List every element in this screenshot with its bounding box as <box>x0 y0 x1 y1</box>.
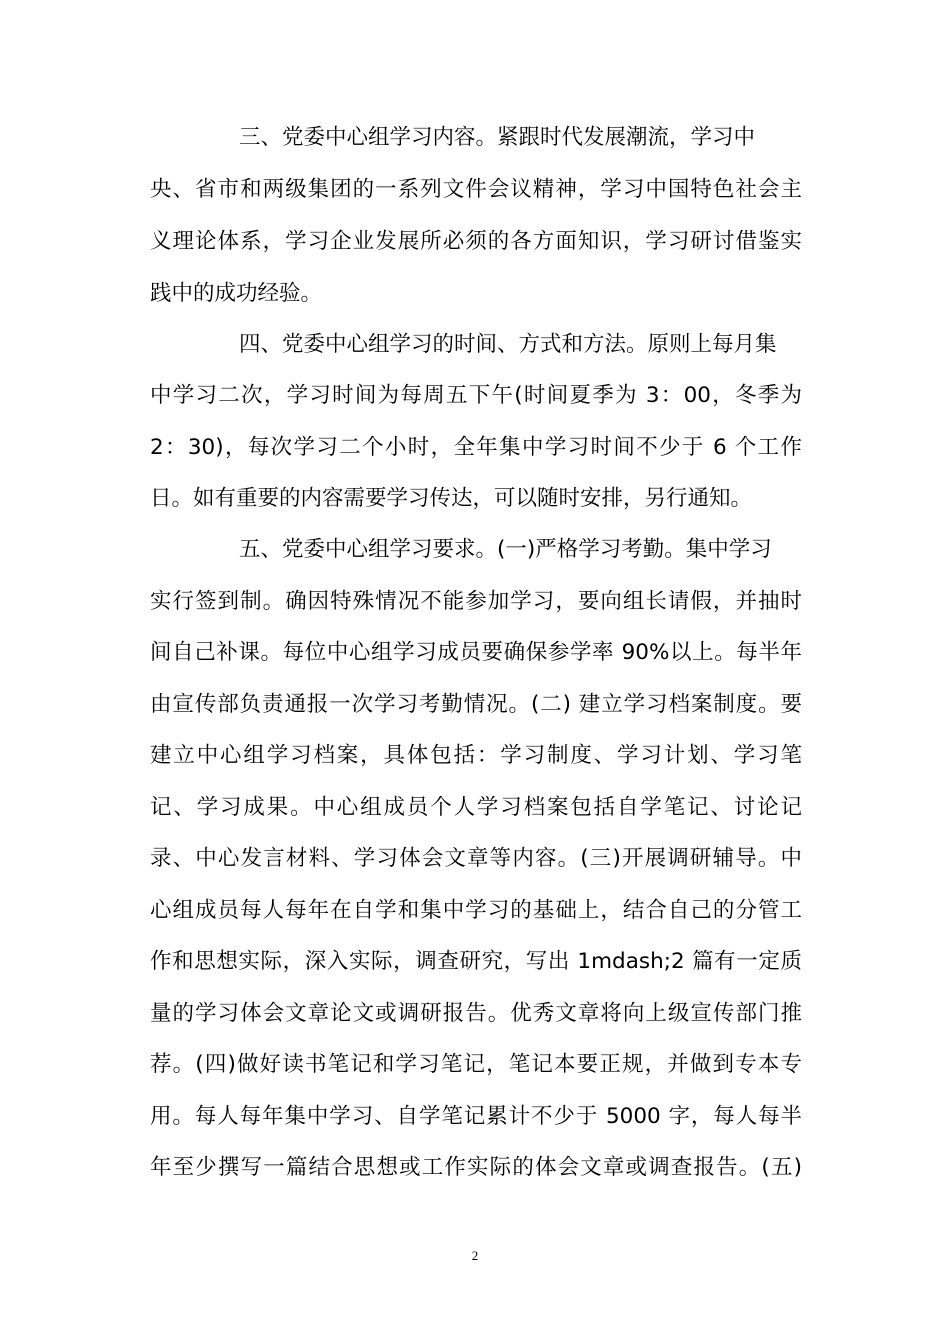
page-number: 2 <box>471 1248 479 1263</box>
paragraph-3-line-12: 用。每人每年集中学习、自学笔记累计不少于 5000 字，每人每半 <box>150 1104 802 1129</box>
paragraph-3-line-5: 建立中心组学习档案，具体包括：学习制度、学习计划、学习笔 <box>150 743 802 768</box>
paragraph-3-line-11: 荐。(四)做好读书笔记和学习笔记，笔记本要正规，并做到专本专 <box>150 1052 802 1077</box>
paragraph-3-line-8: 心组成员每人每年在自学和集中学习的基础上，结合自己的分管工 <box>150 898 802 923</box>
paragraph-1-line-2: 央、省市和两级集团的一系列文件会议精神，学习中国特色社会主 <box>150 177 802 202</box>
paragraph-1-line-4: 践中的成功经验。 <box>150 281 323 306</box>
paragraph-2-line-2: 中学习二次，学习时间为每周五下午(时间夏季为 3：00，冬季为 <box>150 383 802 408</box>
paragraph-3-line-3: 间自己补课。每位中心组学习成员要确保参学率 90%以上。每半年 <box>150 640 802 665</box>
paragraph-1-line-3: 义理论体系，学习企业发展所必须的各方面知识，学习研讨借鉴实 <box>150 229 802 254</box>
paragraph-1-line-1: 三、党委中心组学习内容。紧跟时代发展潮流，学习中 <box>239 125 756 150</box>
paragraph-3-line-4: 由宣传部负责通报一次学习考勤情况。(二) 建立学习档案制度。要 <box>150 692 802 717</box>
paragraph-3-line-6: 记、学习成果。中心组成员个人学习档案包括自学笔记、讨论记 <box>150 795 802 820</box>
paragraph-3-line-13: 年至少撰写一篇结合思想或工作实际的体会文章或调查报告。(五) <box>150 1155 802 1180</box>
paragraph-2-line-3: 2：30)，每次学习二个小时，全年集中学习时间不少于 6 个工作 <box>150 435 802 460</box>
paragraph-3-line-1: 五、党委中心组学习要求。(一)严格学习考勤。集中学习 <box>239 537 772 562</box>
paragraph-3-line-9: 作和思想实际，深入实际，调查研究，写出 1mdash;2 篇有一定质 <box>150 949 802 974</box>
paragraph-2-line-1: 四、党委中心组学习的时间、方式和方法。原则上每月集 <box>239 332 777 357</box>
paragraph-3-line-2: 实行签到制。确因特殊情况不能参加学习，要向组长请假，并抽时 <box>150 589 802 614</box>
paragraph-3-line-10: 量的学习体会文章论文或调研报告。优秀文章将向上级宣传部门推 <box>150 1001 802 1026</box>
paragraph-2-line-4: 日。如有重要的内容需要学习传达，可以随时安排，另行通知。 <box>150 486 753 511</box>
paragraph-3-line-7: 录、中心发言材料、学习体会文章等内容。(三)开展调研辅导。中 <box>150 846 802 871</box>
